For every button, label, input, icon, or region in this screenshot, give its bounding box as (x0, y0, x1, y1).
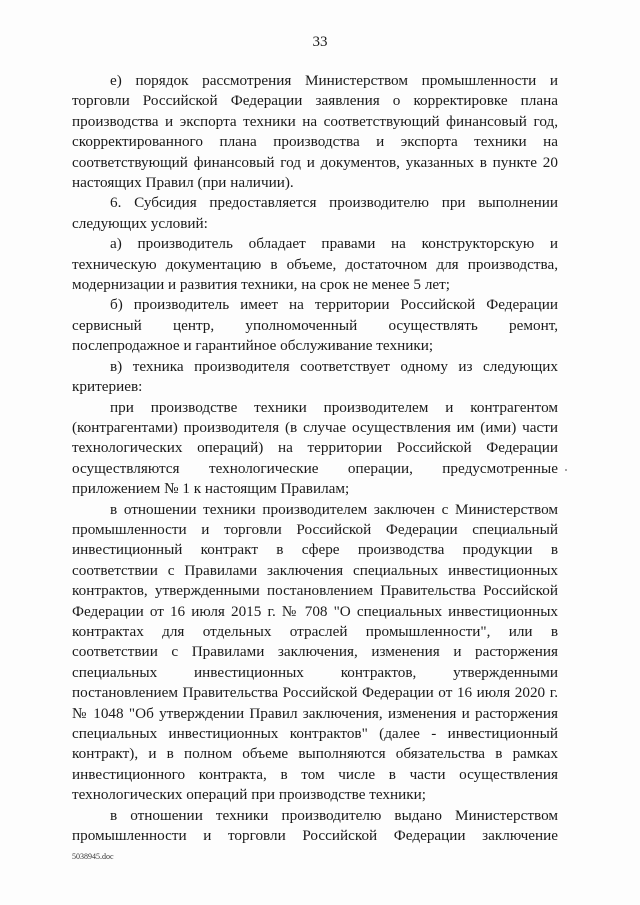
paragraph-criterion-production: при производстве техники производителем и контрагентом (контрагентами) производителя (в случае осуществления им (ими) части технологических операций) на территории Российской Федерации осуществляются технологические операции, предусмотренные приложением № 1 к настоящим Правилам; (72, 398, 558, 498)
paragraph-criterion-investment-contract: в отношении техники производителем заключен с Министерством промышленности и торговли Российской Федерации специальный инвестиционный контракт в сфере производства продукции в соответствии с Правилами заключения специальных инвестиционных контрактов, утвержденными постановлением Правительства Российской Федерации от 16 июля 2015 г. № 708 "О специальных инвестиционных контрактах для отдельных отраслей промышленности", или в соответствии с Правилами заключения, изменения и расторжения специальных инвестиционных контрактов, утвержденными постановлением Правительства Российской Федерации от 16 июля 2020 г. № 1048 "Об утверждении Правил заключения, изменения и расторжения специальных инвестиционных контрактов" (далее - инвестиционный контракт), и в полном объеме выполняются обязательства в рамках инвестиционного контракта, в том числе в части осуществления технологических операций при производстве техники; (72, 500, 558, 804)
paragraph-criterion-conclusion: в отношении техники производителю выдано Министерством промышленности и торговли Российской Федерации заключение (72, 806, 558, 845)
page-number: 33 (312, 34, 328, 50)
paragraph-item-v: в) техника производителя соответствует одному из следующих критериев: (72, 357, 558, 396)
paragraph-item-a: а) производитель обладает правами на конструкторскую и техническую документацию в объеме, достаточном для производства, модернизации и развития техники, на срок не менее 5 лет; (72, 235, 558, 294)
document-body (72, 71, 558, 846)
paragraph-item-e: е) порядок рассмотрения Министерством промышленности и торговли Российской Федерации заявления о корректировке плана производства и экспорта техники на соответствующий финансовый год, скорректированного плана производства и экспорта техники на соответствующий финансовый год и документов, указанных в пункте 20 настоящих Правил (при наличии). (72, 72, 558, 192)
paragraph-subsidy-conditions: 6. Субсидия предоставляется производителю при выполнении следующих условий: (72, 194, 558, 232)
scan-speck (565, 469, 567, 471)
paragraph-item-b: б) производитель имеет на территории Российской Федерации сервисный центр, уполномоченный осуществлять ремонт, послепродажное и гарантийное обслуживание техники; (72, 296, 558, 355)
document-file-id: 5038945.doc (72, 852, 114, 861)
